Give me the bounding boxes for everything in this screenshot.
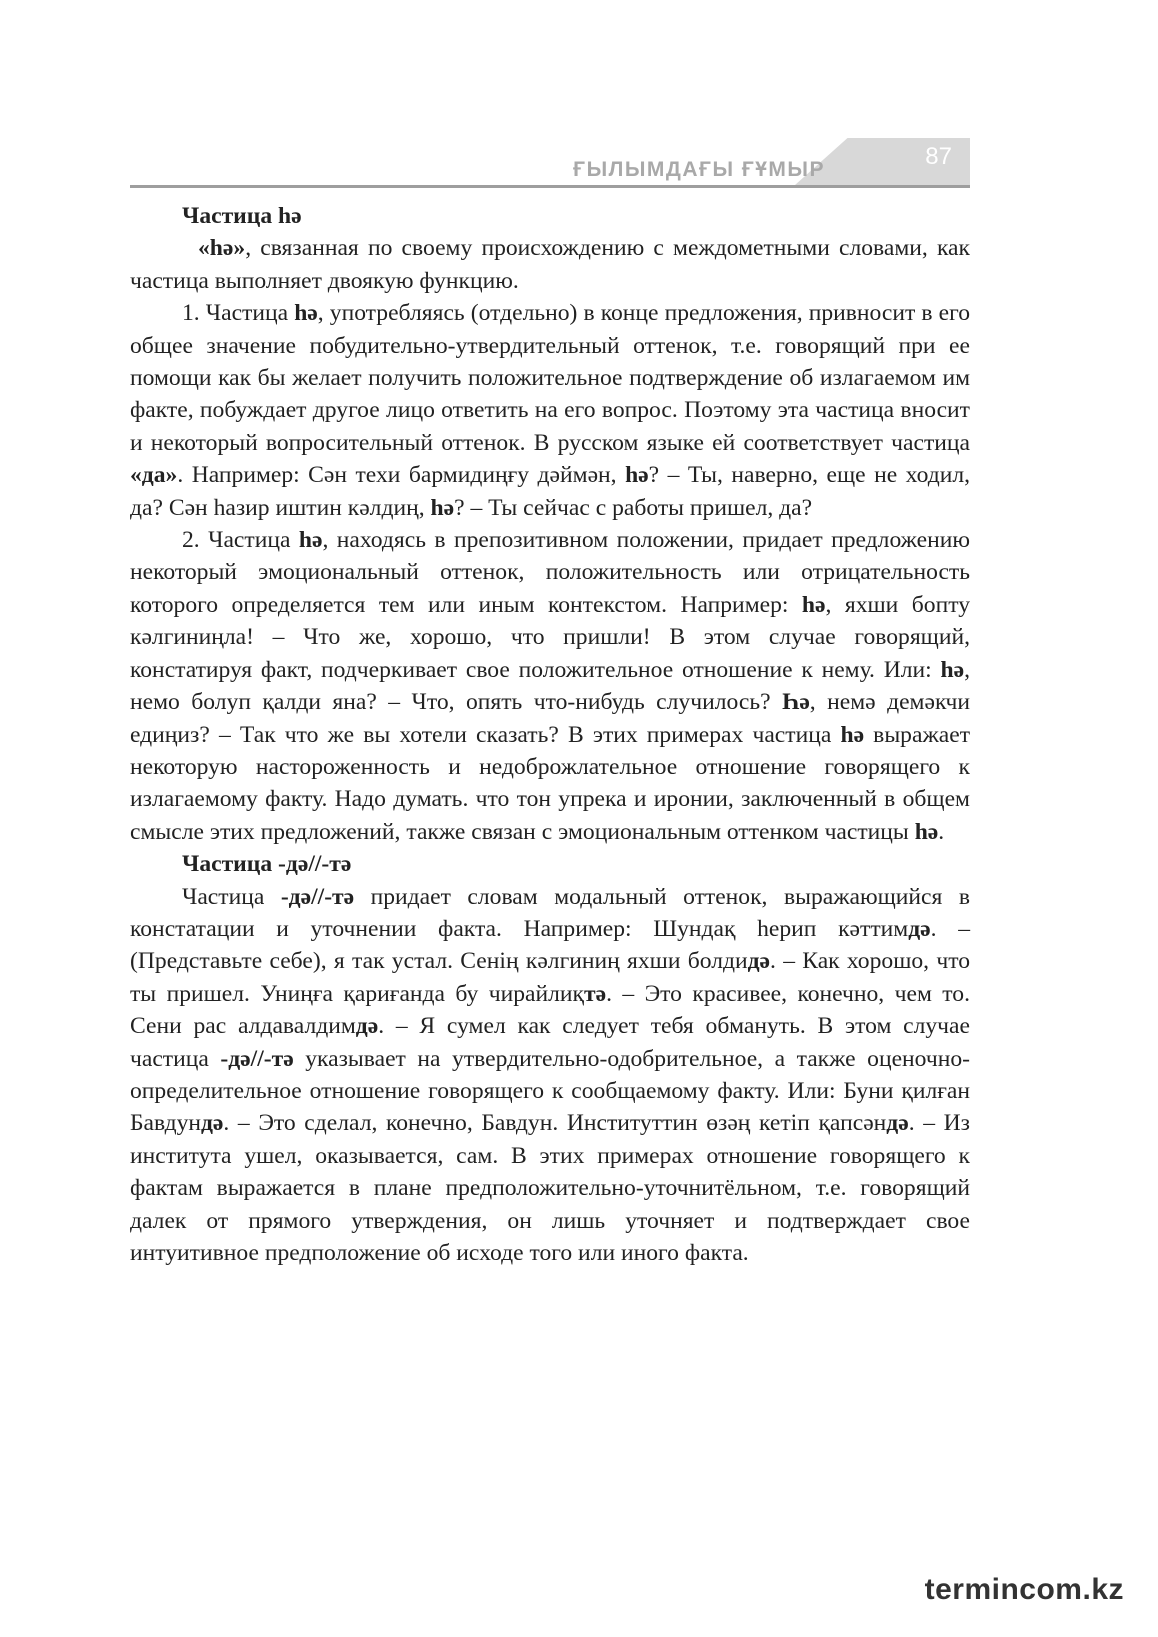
section-heading-he: Частица hə bbox=[182, 203, 302, 229]
text-run: . – Из института ушел, оказывается, сам. В этих примерах отношение говорящего к фактам выражается в плане предположительно-уточнитёльном, т.е. говорящий далек от прямого утверждения, он лишь уточняет и подтверждает свое интуитивное предположение об исходе того или иного факта. bbox=[130, 1110, 970, 1266]
text-run: . Например: Сəн техи бармидиңғу дəймəн, bbox=[177, 462, 626, 489]
text-run: . – Я сумел как следует тебя обмануть. В этом случае частица bbox=[130, 1013, 970, 1072]
text-run: . – Это красивее, конечно, чем то. Сени рас алдавалдим bbox=[130, 980, 970, 1040]
text-run: . – (Представьте себе), я так устал. Сенің кəлгиниң яхши болди bbox=[130, 915, 971, 975]
bold-run: дə bbox=[201, 1110, 224, 1137]
paragraph-intro bbox=[130, 232, 970, 297]
page-body bbox=[130, 200, 970, 1269]
running-title: ҒЫЛЫМДАҒЫ ҒҰМЫР bbox=[573, 158, 825, 181]
text-run: , яхши бопту кəлгиниңла! – Что же, хорошо, что пришли! В этом случае говорящий, констатируя факт, подчеркивает свое положительное отношение к нему. Или: bbox=[130, 591, 970, 683]
text-run: указывает на утвердительно-одобрительное, а также оценочно-определительное отношение говорящего к сообщаемому факту. Или: Буни қилған Бавдун bbox=[130, 1045, 970, 1137]
text-run: ? – Ты сейчас с работы пришел, да? bbox=[454, 494, 813, 521]
bold-run: -дə//-тə bbox=[280, 883, 355, 910]
bold-run: hə bbox=[294, 300, 318, 327]
bold-run: hə bbox=[625, 462, 649, 489]
text-run: 2. Частица bbox=[182, 527, 299, 554]
text-run: Частица bbox=[182, 883, 281, 910]
text-run: 1. Частица bbox=[182, 300, 295, 327]
bold-run: дə bbox=[908, 915, 931, 942]
text-run: . bbox=[938, 818, 945, 845]
bold-run: -дə//-тə bbox=[220, 1045, 294, 1072]
bold-run: дə bbox=[886, 1110, 909, 1137]
bold-run: дə bbox=[747, 948, 771, 975]
bold-run: hə bbox=[430, 494, 455, 521]
text-run: , немо болуп қалди яна? – Что, опять что-нибудь случилось? bbox=[130, 656, 970, 716]
bold-run: Һə bbox=[782, 689, 810, 716]
bold-run: hə bbox=[940, 656, 965, 683]
bold-run: hə bbox=[914, 818, 939, 845]
site-watermark: termincom.kz bbox=[924, 1573, 1124, 1606]
text-run: . – Это сделал, конечно, Бавдун. Институттин өзəң кетіп қапсəн bbox=[223, 1110, 887, 1137]
paragraph-function-1 bbox=[130, 297, 970, 524]
text-run: придает словам модальный оттенок, выражающийся в констатации и уточнении факта. Например: Шундақ һерип кəттим bbox=[130, 883, 970, 942]
text-run: , связанная по своему происхождению с междометными словами, как частица выполняет двоякую функцию. bbox=[130, 235, 970, 294]
text-run: ? – Ты, наверно, еще не ходил, да? Сəн hазир иштин кəлдиң, bbox=[130, 462, 970, 521]
text-run: . – Как хорошо, что ты пришел. Униңға қариғанда бу чирайлиқ bbox=[130, 948, 970, 1007]
text-run: , немə демəкчи едиңиз? – Так что же вы хотели сказать? В этих примерах частица bbox=[130, 689, 970, 748]
bold-run: дə bbox=[355, 1013, 379, 1040]
bold-run: hə bbox=[801, 591, 826, 618]
text-run: , употребляясь (отдельно) в конце предложения, привносит в его общее значение побудительно-утвердительный оттенок, т.е. говорящий при ее помощи как бы желает получить положительное подтверждение об излагаемом им факте, побуждает другое лицо ответить на его вопрос. Поэтому эта частица вносит и некоторый вопросительный оттенок. В русском языке ей соответствует частица bbox=[130, 300, 970, 456]
bold-run: «hə» bbox=[198, 235, 246, 262]
page-number: 87 bbox=[925, 143, 952, 170]
page-header bbox=[130, 138, 970, 190]
paragraph-de-te bbox=[130, 881, 970, 1270]
text-run: , находясь в препозитивном положении, придает предложению некоторый эмоциональный оттенок, положительность или отрицательность которого определяется тем или иным контекстом. Например: bbox=[130, 527, 971, 618]
bold-run: «да» bbox=[130, 462, 178, 489]
bold-run: тə bbox=[584, 980, 607, 1007]
bold-run: hə bbox=[298, 527, 323, 554]
text-run: выражает некоторую настороженность и недоброжлательное отношение говорящего к излагаемому факту. Надо думать. что тон упрека и иронии, заключенный в общем смысле этих предложений, также связан с эмоциональным оттенком частицы bbox=[130, 721, 971, 845]
bold-run: hə bbox=[840, 721, 865, 748]
header-rule bbox=[130, 185, 970, 188]
paragraph-function-2 bbox=[130, 524, 970, 848]
section-heading-de-te: Частица -дə//-тə bbox=[182, 851, 352, 878]
